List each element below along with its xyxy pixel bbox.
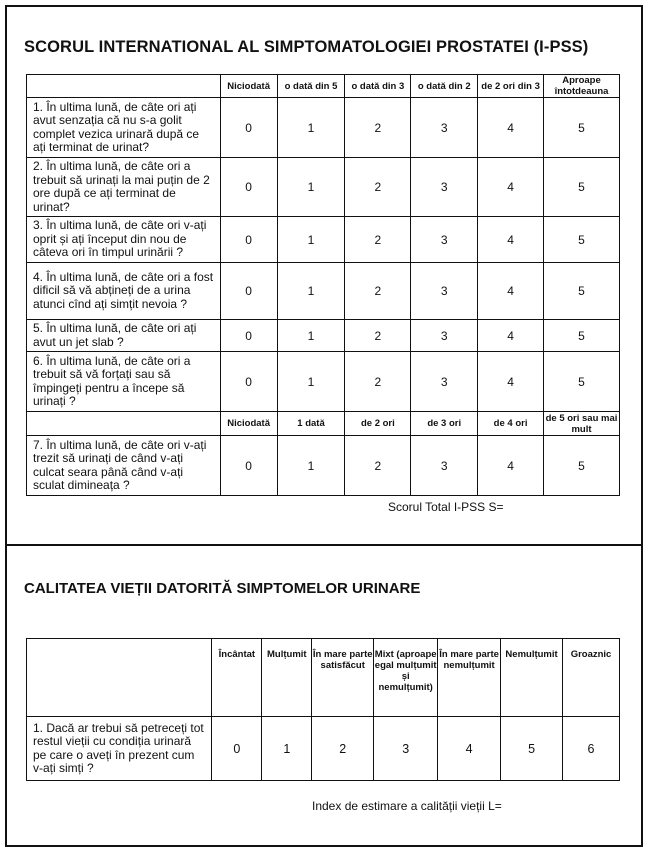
header-terrible: Groaznic [563, 639, 620, 717]
score-cell[interactable]: 4 [478, 436, 544, 496]
score-cell[interactable]: 2 [345, 263, 411, 320]
header-mixed: Mixt (aproape egal mulțumit și nemulțumit) [374, 639, 438, 717]
question-1: 1. În ultima lună, de câte ori ați avut senzația că nu s-a golit complet vezica urinară după ce ați terminat de urinat? [27, 98, 221, 158]
header-five-or-more: de 5 ori sau mai mult [544, 412, 620, 436]
header-unhappy: Nemulțumit [501, 639, 563, 717]
score-cell[interactable]: 5 [501, 717, 563, 781]
header-once-in-3: o dată din 3 [345, 75, 411, 98]
qol-question: 1. Dacă ar trebui să petreceți tot restul vieții cu condiția urinară pe care o aveți în prezent cum v-ați simți ? [27, 717, 212, 781]
score-cell[interactable]: 1 [277, 217, 345, 263]
header-once: 1 dată [277, 412, 345, 436]
score-cell[interactable]: 2 [345, 98, 411, 158]
table-row [27, 320, 620, 352]
score-cell[interactable]: 1 [277, 158, 345, 217]
score-cell[interactable]: 0 [220, 158, 277, 217]
table-row [27, 717, 620, 781]
score-cell[interactable]: 5 [544, 263, 620, 320]
score-cell[interactable]: 1 [277, 320, 345, 352]
section-divider [5, 544, 643, 546]
score-cell[interactable]: 1 [262, 717, 312, 781]
question-6: 6. În ultima lună, de câte ori a trebuit să vă forțați sau să împingeți pentru a începe să urinați ? [27, 352, 221, 412]
score-cell[interactable]: 1 [277, 263, 345, 320]
header-four-times: de 4 ori [478, 412, 544, 436]
header-mostly-satisfied: În mare parte satisfăcut [312, 639, 374, 717]
table-row [27, 436, 620, 496]
score-cell[interactable]: 3 [411, 352, 478, 412]
header-once-in-2: o dată din 2 [411, 75, 478, 98]
score-cell[interactable]: 4 [478, 352, 544, 412]
score-cell[interactable]: 5 [544, 320, 620, 352]
score-cell[interactable]: 3 [411, 263, 478, 320]
score-cell[interactable]: 4 [478, 98, 544, 158]
qol-table [26, 638, 620, 781]
header-blank-cell [27, 412, 221, 436]
score-cell[interactable]: 4 [478, 320, 544, 352]
ipss-table [26, 74, 620, 496]
score-cell[interactable]: 0 [220, 217, 277, 263]
ipss-title: SCORUL INTERNATIONAL AL SIMPTOMATOLOGIEI PROSTATEI (I-PSS) [24, 38, 589, 56]
header-twice-in-3: de 2 ori din 3 [478, 75, 544, 98]
score-cell[interactable]: 2 [345, 320, 411, 352]
question-5: 5. În ultima lună, de câte ori ați avut un jet slab ? [27, 320, 221, 352]
score-cell[interactable]: 0 [212, 717, 262, 781]
score-cell[interactable]: 0 [220, 352, 277, 412]
score-cell[interactable]: 5 [544, 352, 620, 412]
score-cell[interactable]: 2 [345, 436, 411, 496]
score-cell[interactable]: 1 [277, 352, 345, 412]
score-cell[interactable]: 0 [220, 436, 277, 496]
table-row [27, 263, 620, 320]
table-row [27, 158, 620, 217]
table-row [27, 352, 620, 412]
question-4: 4. În ultima lună, de câte ori a fost dificil să vă abțineți de a urina atunci cînd ați simțit nevoia ? [27, 263, 221, 320]
score-cell[interactable]: 2 [345, 158, 411, 217]
question-7: 7. În ultima lună, de câte ori v-ați trezit să urinați de când v-ați culcat seara până când v-ați sculat dimineața ? [27, 436, 221, 496]
header-three-times: de 3 ori [411, 412, 478, 436]
score-cell[interactable]: 2 [345, 217, 411, 263]
score-cell[interactable]: 3 [411, 158, 478, 217]
score-cell[interactable]: 3 [411, 98, 478, 158]
header-pleased: Mulțumit [262, 639, 312, 717]
score-cell[interactable]: 2 [345, 352, 411, 412]
score-cell[interactable]: 3 [411, 436, 478, 496]
question-2: 2. În ultima lună, de câte ori a trebuit să urinați la mai puțin de 2 ore după ce ați terminat de urinat? [27, 158, 221, 217]
score-cell[interactable]: 4 [438, 717, 501, 781]
header-twice: de 2 ori [345, 412, 411, 436]
qol-index-label: Index de estimare a calității vieții L= [312, 799, 502, 813]
score-cell[interactable]: 4 [478, 263, 544, 320]
score-cell[interactable]: 3 [374, 717, 438, 781]
question-3: 3. În ultima lună, de câte ori v-ați oprit și ați început din nou de câteva ori în timpul urinării ? [27, 217, 221, 263]
header-blank-cell [27, 75, 221, 98]
header-mostly-dissatisfied: În mare parte nemulțumit [438, 639, 501, 717]
ipss-header-row [27, 75, 620, 98]
header-once-in-5: o dată din 5 [277, 75, 345, 98]
score-cell[interactable]: 0 [220, 320, 277, 352]
score-cell[interactable]: 4 [478, 158, 544, 217]
score-cell[interactable]: 0 [220, 263, 277, 320]
score-cell[interactable]: 1 [277, 436, 345, 496]
score-cell[interactable]: 6 [563, 717, 620, 781]
score-cell[interactable]: 3 [411, 320, 478, 352]
score-cell[interactable]: 0 [220, 98, 277, 158]
score-cell[interactable]: 5 [544, 158, 620, 217]
score-cell[interactable]: 3 [411, 217, 478, 263]
score-cell[interactable]: 4 [478, 217, 544, 263]
score-cell[interactable]: 2 [312, 717, 374, 781]
score-cell[interactable]: 5 [544, 217, 620, 263]
table-row [27, 98, 620, 158]
score-cell[interactable]: 5 [544, 98, 620, 158]
header-blank-cell [27, 639, 212, 717]
qol-header-row [27, 639, 620, 717]
header-delighted: Încântat [212, 639, 262, 717]
table-row [27, 217, 620, 263]
header-never-2: Niciodată [220, 412, 277, 436]
ipss-total-label: Scorul Total I-PSS S= [388, 500, 504, 514]
score-cell[interactable]: 1 [277, 98, 345, 158]
header-almost-always: Aproape întotdeauna [544, 75, 620, 98]
header-never: Niciodată [220, 75, 277, 98]
score-cell[interactable]: 5 [544, 436, 620, 496]
ipss-header-row-2 [27, 412, 620, 436]
qol-title: CALITATEA VIEȚII DATORITĂ SIMPTOMELOR URINARE [24, 580, 421, 597]
